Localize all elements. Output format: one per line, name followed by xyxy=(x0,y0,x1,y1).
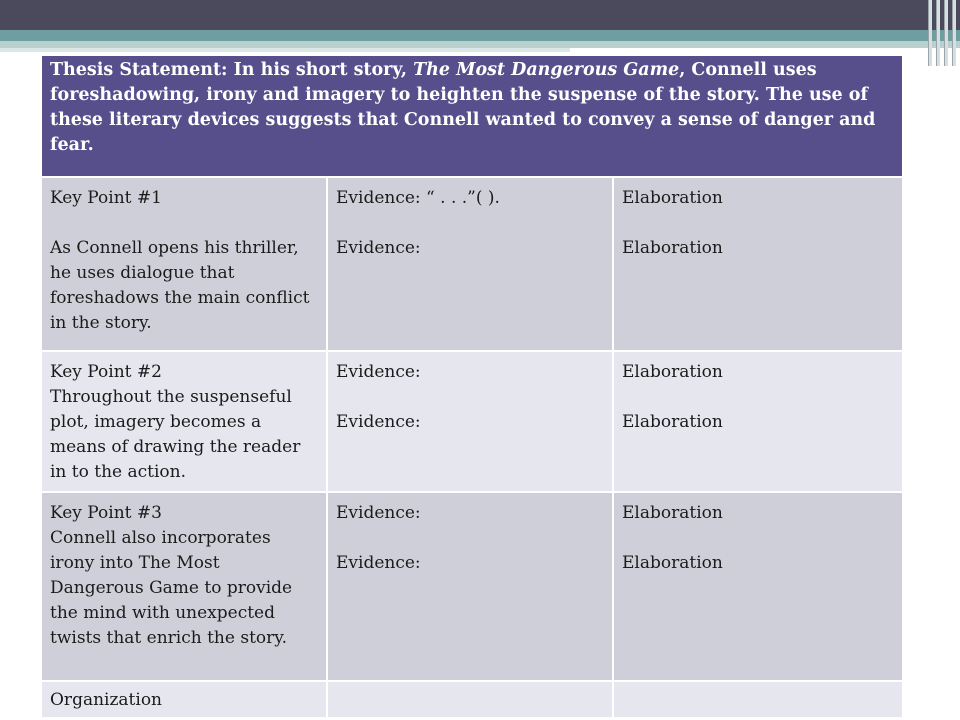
spacer xyxy=(622,211,894,236)
elaboration-2: Elaboration xyxy=(622,238,723,258)
spacer xyxy=(336,385,604,410)
spacer xyxy=(622,526,894,551)
table-row xyxy=(41,681,903,718)
slide-accent-band xyxy=(0,30,960,41)
key-point-label: Key Point #3 xyxy=(50,503,162,523)
evidence-cell xyxy=(327,492,613,681)
decorative-lines xyxy=(924,0,960,66)
evidence-2: Evidence: xyxy=(336,238,421,258)
thesis-statement xyxy=(41,55,903,177)
spacer xyxy=(50,211,318,236)
table-row xyxy=(41,351,903,492)
evidence-2: Evidence: xyxy=(336,412,421,432)
key-point-cell xyxy=(41,177,327,351)
thesis-suffix: , Connell uses foreshadowing, irony and imagery to heighten the suspense of the story. The use of these literary devices suggests that Connell wanted to convey a sense of danger and fear. xyxy=(50,60,876,155)
slide-accent-band-faint xyxy=(0,48,570,52)
organization-cell xyxy=(41,681,327,718)
elaboration-2: Elaboration xyxy=(622,412,723,432)
elaboration-2: Elaboration xyxy=(622,553,723,573)
empty-cell xyxy=(613,681,903,718)
table-row xyxy=(41,492,903,681)
elaboration-1: Elaboration xyxy=(622,362,723,382)
thesis-story-title: The Most Dangerous Game xyxy=(413,60,680,80)
elaboration-1: Elaboration xyxy=(622,188,723,208)
elaboration-1: Elaboration xyxy=(622,503,723,523)
evidence-2: Evidence: xyxy=(336,553,421,573)
elaboration-cell xyxy=(613,177,903,351)
key-point-text: Throughout the suspenseful plot, imagery becomes a means of drawing the reader in to the action. xyxy=(50,387,301,482)
key-point-cell xyxy=(41,492,327,681)
slide-accent-band-light xyxy=(0,41,960,48)
spacer xyxy=(622,385,894,410)
key-point-cell xyxy=(41,351,327,492)
evidence-cell xyxy=(327,177,613,351)
table-row xyxy=(41,177,903,351)
spacer xyxy=(336,526,604,551)
elaboration-cell xyxy=(613,351,903,492)
key-point-label: Key Point #1 xyxy=(50,188,162,208)
thesis-prefix: Thesis Statement: In his short story, xyxy=(50,60,414,80)
key-point-text: As Connell opens his thriller, he uses dialogue that foreshadows the main conflict in the story. xyxy=(50,238,310,333)
organization-label: Organization xyxy=(50,690,163,710)
essay-outline-table xyxy=(40,54,904,719)
evidence-1: Evidence: xyxy=(336,503,421,523)
key-point-text: Connell also incorporates irony into The Most Dangerous Game to provide the mind with unexpected twists that enrich the story. xyxy=(50,528,293,648)
spacer xyxy=(336,211,604,236)
essay-outline-table-wrapper xyxy=(40,54,902,719)
evidence-1: Evidence: “ . . .”( ). xyxy=(336,188,500,208)
slide-top-bar xyxy=(0,0,960,30)
empty-cell xyxy=(327,681,613,718)
evidence-1: Evidence: xyxy=(336,362,421,382)
key-point-label: Key Point #2 xyxy=(50,362,162,382)
evidence-cell xyxy=(327,351,613,492)
elaboration-cell xyxy=(613,492,903,681)
